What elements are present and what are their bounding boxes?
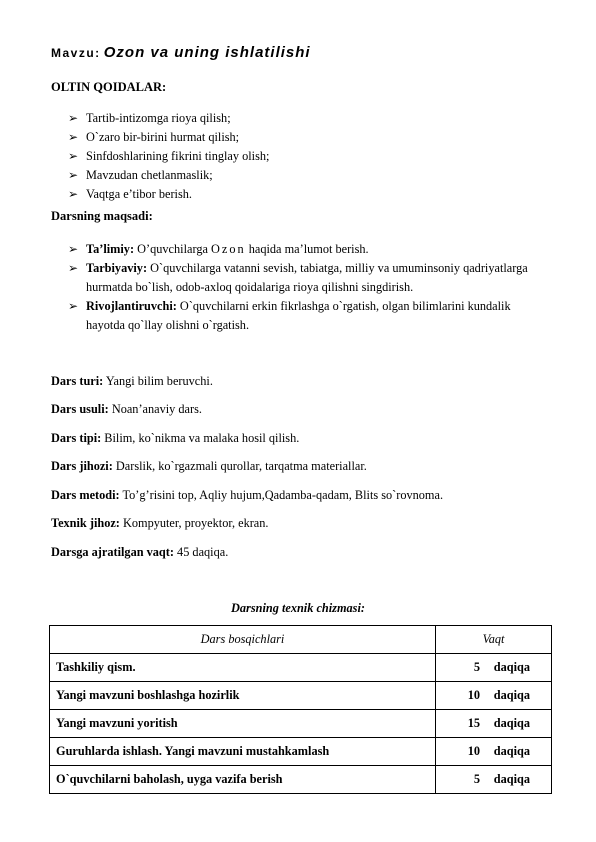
tech-plan-table <box>49 625 552 794</box>
arrow-bullet-icon: ➢ <box>68 130 79 144</box>
time-cell: 10 daqiqa <box>436 738 552 766</box>
goals-list <box>68 240 548 335</box>
table-header-row <box>50 626 552 654</box>
list-item: ➢ Ta’limiy: O’quvchilarga Ozon haqida ma’lumot berish. <box>68 240 548 259</box>
list-item: ➢ Vaqtga e’tibor berish. <box>68 185 269 204</box>
topic-label: Mavzu: <box>51 46 101 60</box>
table-row <box>50 682 552 710</box>
stage-cell: Yangi mavzuni boshlashga hozirlik <box>50 682 436 710</box>
list-item: ➢ Mavzudan chetlanmaslik; <box>68 166 269 185</box>
goals-heading: Darsning maqsadi: <box>51 209 153 223</box>
column-header-time: Vaqt <box>436 626 552 654</box>
stage-cell: Guruhlarda ishlash. Yangi mavzuni mustahkamlash <box>50 738 436 766</box>
time-cell: 15 daqiqa <box>436 710 552 738</box>
table-row <box>50 766 552 794</box>
arrow-bullet-icon: ➢ <box>68 261 79 275</box>
rules-list <box>68 109 269 204</box>
stage-cell: Yangi mavzuni yoritish <box>50 710 436 738</box>
arrow-bullet-icon: ➢ <box>68 242 79 256</box>
stage-cell: O`quvchilarni baholash, uyga vazifa berish <box>50 766 436 794</box>
list-item: ➢ O`zaro bir-birini hurmat qilish; <box>68 128 269 147</box>
arrow-bullet-icon: ➢ <box>68 187 79 201</box>
info-lesson-methods: Dars metodi: To’g’risini top, Aqliy hujum,Qadamba-qadam, Blits so`rovnoma. <box>51 488 444 502</box>
table-row <box>50 710 552 738</box>
arrow-bullet-icon: ➢ <box>68 299 79 313</box>
time-cell: 10 daqiqa <box>436 682 552 710</box>
info-tech-equipment: Texnik jihoz: Kompyuter, proyektor, ekran. <box>51 516 269 530</box>
info-lesson-time: Darsga ajratilgan vaqt: 45 daqiqa. <box>51 545 229 559</box>
list-item: ➢ Sinfdoshlarining fikrini tinglay olish; <box>68 147 269 166</box>
list-item: ➢ Tartib-intizomga rioya qilish; <box>68 109 269 128</box>
arrow-bullet-icon: ➢ <box>68 149 79 163</box>
info-lesson-method: Dars usuli: Noan’anaviy dars. <box>51 402 202 416</box>
rules-heading: OLTIN QOIDALAR: <box>51 80 167 94</box>
column-header-stages: Dars bosqichlari <box>50 626 436 654</box>
stage-cell: Tashkiliy qism. <box>50 654 436 682</box>
list-item: ➢ Tarbiyaviy: O`quvchilarga vatanni sevish, tabiatga, milliy va umuminsoniy qadriyatlarga hurmatda bo`lish, odob-axloq qoidalariga rioya qilishni singdirish. <box>68 261 528 294</box>
table-row <box>50 738 552 766</box>
table-row <box>50 654 552 682</box>
info-lesson-equipment: Dars jihozi: Darslik, ko`rgazmali qurollar, tarqatma materiallar. <box>51 459 367 473</box>
info-lesson-type: Dars turi: Yangi bilim beruvchi. <box>51 374 213 388</box>
topic-title: Ozon va uning ishlatilishi <box>103 44 311 61</box>
arrow-bullet-icon: ➢ <box>68 111 79 125</box>
tech-plan-title: Darsning texnik chizmasi: <box>231 601 365 615</box>
goal-label: Tarbiyaviy: <box>86 261 148 275</box>
topic-line <box>51 44 311 61</box>
arrow-bullet-icon: ➢ <box>68 168 79 182</box>
time-cell: 5 daqiqa <box>436 654 552 682</box>
goal-label: Rivojlantiruvchi: <box>86 299 177 313</box>
goal-label: Ta’limiy: <box>86 242 135 256</box>
list-item: ➢ Rivojlantiruvchi: O`quvchilarni erkin fikrlashga o`rgatish, olgan bilimlarini kundalik hayotda qo`llay olishni o`rgatish. <box>68 299 511 332</box>
time-cell: 5 daqiqa <box>436 766 552 794</box>
info-lesson-kind: Dars tipi: Bilim, ko`nikma va malaka hosil qilish. <box>51 431 300 445</box>
